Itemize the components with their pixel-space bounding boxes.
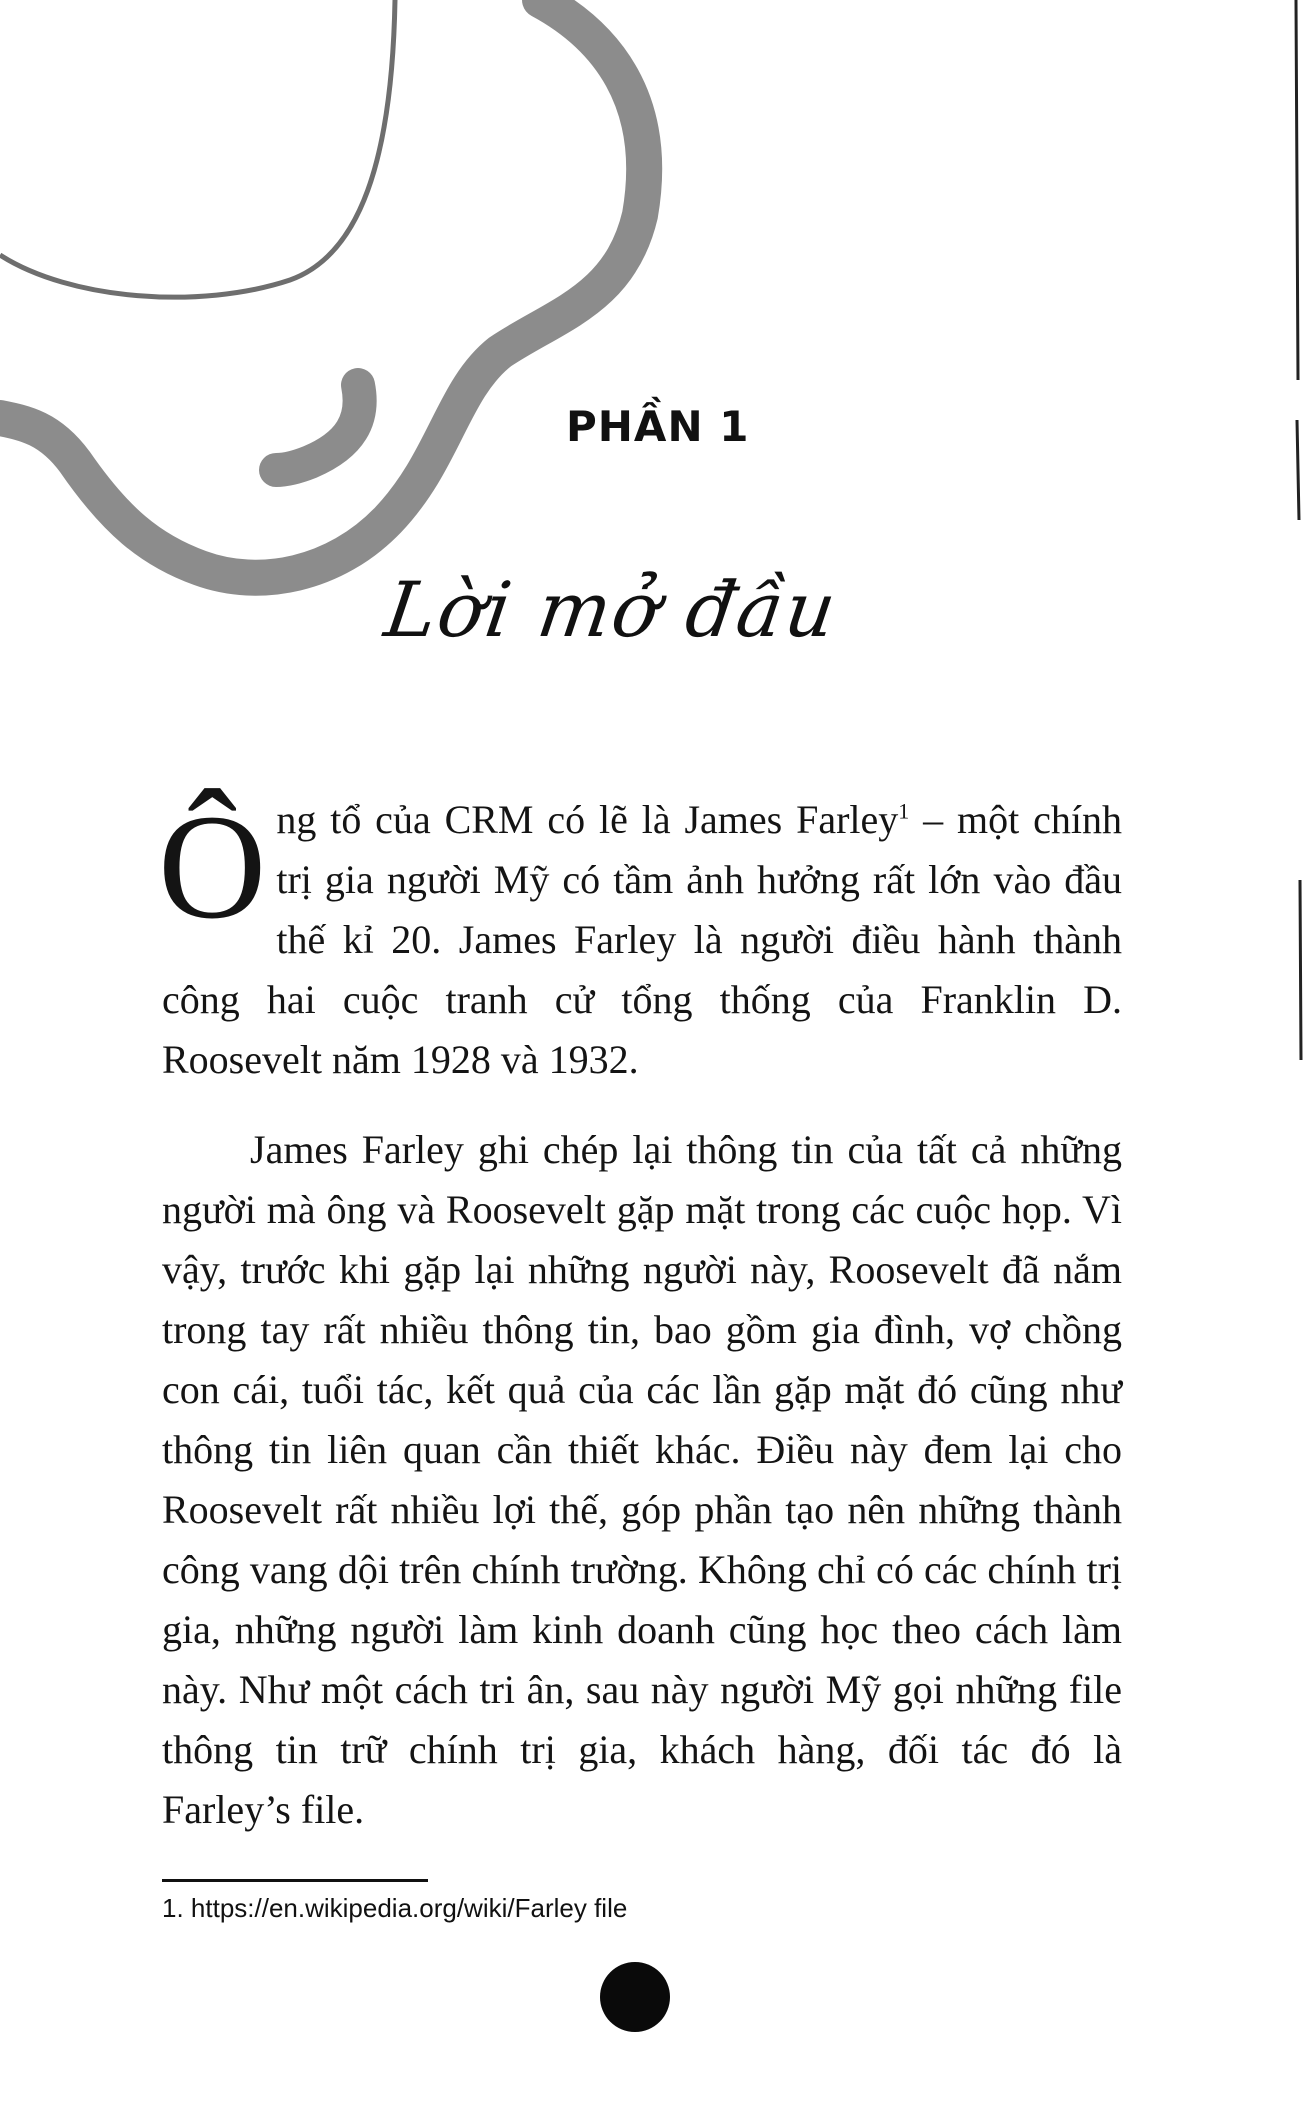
page-marker-dot <box>600 1962 670 2032</box>
footnote-divider <box>162 1879 428 1882</box>
paragraph-1 <box>158 784 1123 1090</box>
part-label: PHẦN 1 <box>566 402 750 451</box>
footnote-text: 1. https://en.wikipedia.org/wiki/Farley file <box>162 1893 628 1923</box>
footnote-reference[interactable]: 1 <box>898 798 910 824</box>
body-text <box>158 784 1123 1840</box>
paragraph-2: James Farley ghi chép lại thông tin của tất cả những người mà ông và Roosevelt gặp mặt trong các cuộc họp. Vì vậy, trước khi gặp lại những người này, Roosevelt đã nắm trong tay rất nhiều thông tin, bao gồm gia đình, vợ chồng con cái, tuổi tác, kết quả của các lần gặp mặt đó cũng như thông tin liên quan cần thiết khác. Điều này đem lại cho Roosevelt rất nhiều lợi thế, góp phần tạo nên những thành công vang dội trên chính trường. Không chỉ có các chính trị gia, những người làm kinh doanh cũng học theo cách làm này. Như một cách tri ân, sau này người Mỹ gọi những file thông tin trữ chính trị gia, khách hàng, đối tác đó là Farley’s file. <box>162 1127 1122 1832</box>
paragraph-1-text-end: – một chính trị gia người Mỹ có tầm ảnh hưởng rất lớn vào đầu thế kỉ 20. James Farley là người điều hành thành công hai cuộc tranh cử tổng thống của Franklin D. Roosevelt năm 1928 và 1932. <box>162 797 1123 1082</box>
swirl-thin-arc <box>0 0 395 297</box>
swirl-small-curl <box>276 385 360 470</box>
paragraph-1-text-start: ng tổ của CRM có lẽ là James Farley <box>276 797 899 842</box>
chapter-title: Lời mở đầu <box>379 565 844 654</box>
drop-cap: Ô <box>158 784 267 950</box>
